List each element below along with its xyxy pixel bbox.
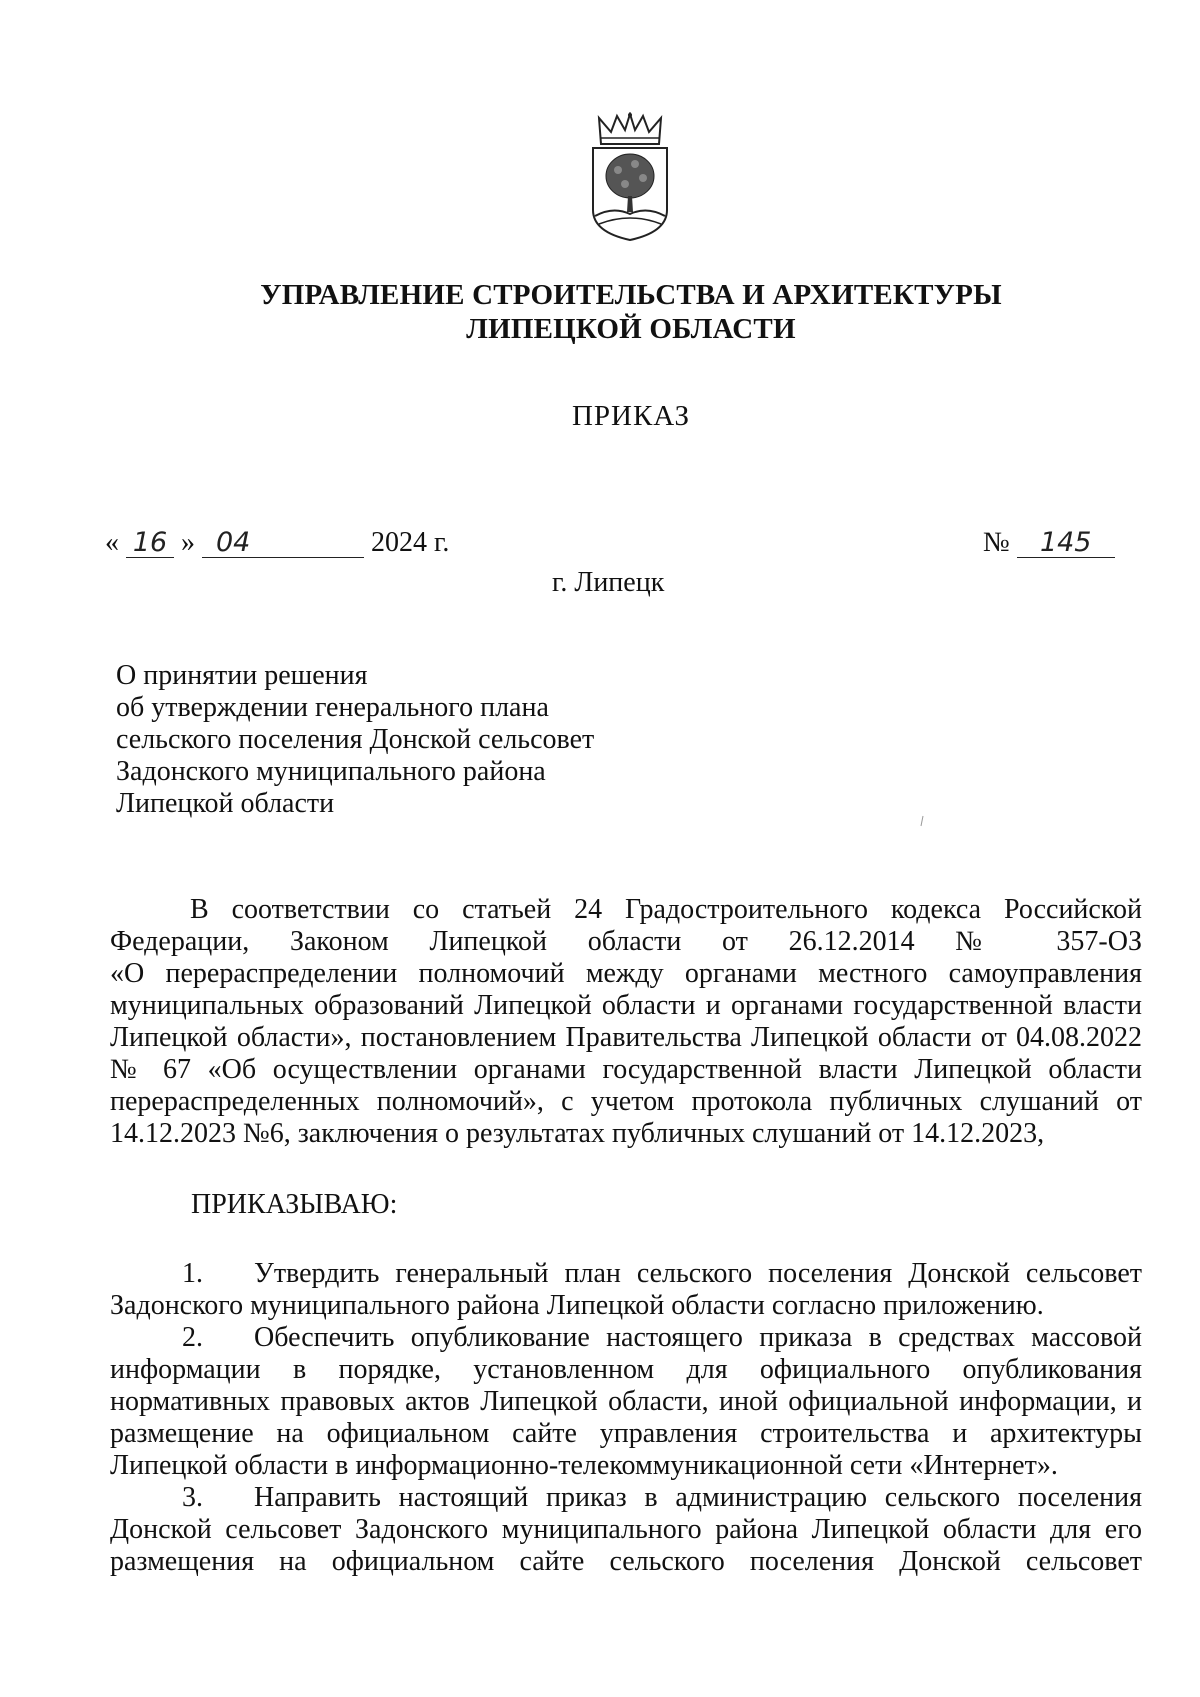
list-item (110, 1482, 1142, 1514)
document-number-line (983, 527, 1115, 559)
item-line: Обеспечить опубликование настоящего приказа в средствах массовой (254, 1322, 1142, 1353)
item-line: Донской сельсовет Задонского муниципального района Липецкой области для его (110, 1514, 1142, 1545)
item-line: Утвердить генеральный план сельского поселения Донской сельсовет (254, 1258, 1142, 1289)
item-line: информации в порядке, установленном для официального опубликования (110, 1354, 1142, 1385)
item-line: размещения на официальном сайте сельского поселения Донской сельсовет (110, 1546, 1142, 1577)
preamble-line: перераспределенных полномочий», с учетом протокола публичных слушаний от (110, 1086, 1142, 1117)
document-number: 145 (1017, 529, 1115, 558)
coat-of-arms-icon (585, 112, 675, 242)
org-name-line2: ЛИПЕЦКОЙ ОБЛАСТИ (466, 313, 796, 345)
preamble-paragraph (110, 894, 1142, 1150)
number-sign: № (983, 527, 1010, 558)
item-number: 2. (182, 1322, 203, 1353)
date-day: 16 (126, 529, 174, 558)
date-month: 04 (202, 529, 364, 558)
subject-block (116, 660, 594, 820)
item-line: Задонского муниципального района Липецкой области согласно приложению. (110, 1290, 1044, 1321)
list-item (110, 1322, 1142, 1354)
item-line: Липецкой области в информационно-телекоммуникационной сети «Интернет». (110, 1450, 1058, 1481)
date-line (105, 527, 449, 559)
order-items (110, 1258, 1142, 1578)
preamble-line: В соответствии со статьей 24 Градостроительного кодекса Российской (190, 894, 1142, 925)
preamble-line: муниципальных образований Липецкой области и органами государственной власти (110, 990, 1142, 1021)
preamble-line: № 67 «Об осуществлении органами государственной власти Липецкой области (110, 1054, 1142, 1085)
item-line: нормативных правовых актов Липецкой области, иной официальной информации, и (110, 1386, 1142, 1417)
date-year: 2024 г. (371, 527, 450, 558)
city: г. Липецк (552, 567, 665, 598)
stray-mark (920, 815, 924, 827)
item-line: Направить настоящий приказ в администрацию сельского поселения (254, 1482, 1142, 1513)
item-number: 1. (182, 1258, 203, 1289)
preamble-line: Липецкой области», постановлением Правительства Липецкой области от 04.08.2022 (110, 1022, 1142, 1053)
subject-line: Липецкой области (116, 788, 335, 819)
open-quote: « (105, 527, 119, 558)
preamble-line: 14.12.2023 №6, заключения о результатах публичных слушаний от 14.12.2023, (110, 1118, 1045, 1149)
preamble-line: «О перераспределении полномочий между органами местного самоуправления (110, 958, 1142, 989)
close-quote: » (181, 527, 195, 558)
list-item (110, 1258, 1142, 1290)
document-type-title: ПРИКАЗ (571, 400, 691, 432)
subject-line: сельского поселения Донской сельсовет (116, 724, 595, 755)
order-word: ПРИКАЗЫВАЮ: (191, 1189, 398, 1220)
item-number: 3. (182, 1482, 203, 1513)
preamble-line: Федерации, Законом Липецкой области от 26.12.2014 № 357-ОЗ (110, 926, 1142, 957)
subject-line: О принятии решения (116, 660, 368, 691)
org-name-line1: УПРАВЛЕНИЕ СТРОИТЕЛЬСТВА И АРХИТЕКТУРЫ (260, 279, 1002, 311)
subject-line: об утверждении генерального плана (116, 692, 549, 723)
item-line: размещение на официальном сайте управления строительства и архитектуры (110, 1418, 1142, 1449)
subject-line: Задонского муниципального района (116, 756, 546, 787)
